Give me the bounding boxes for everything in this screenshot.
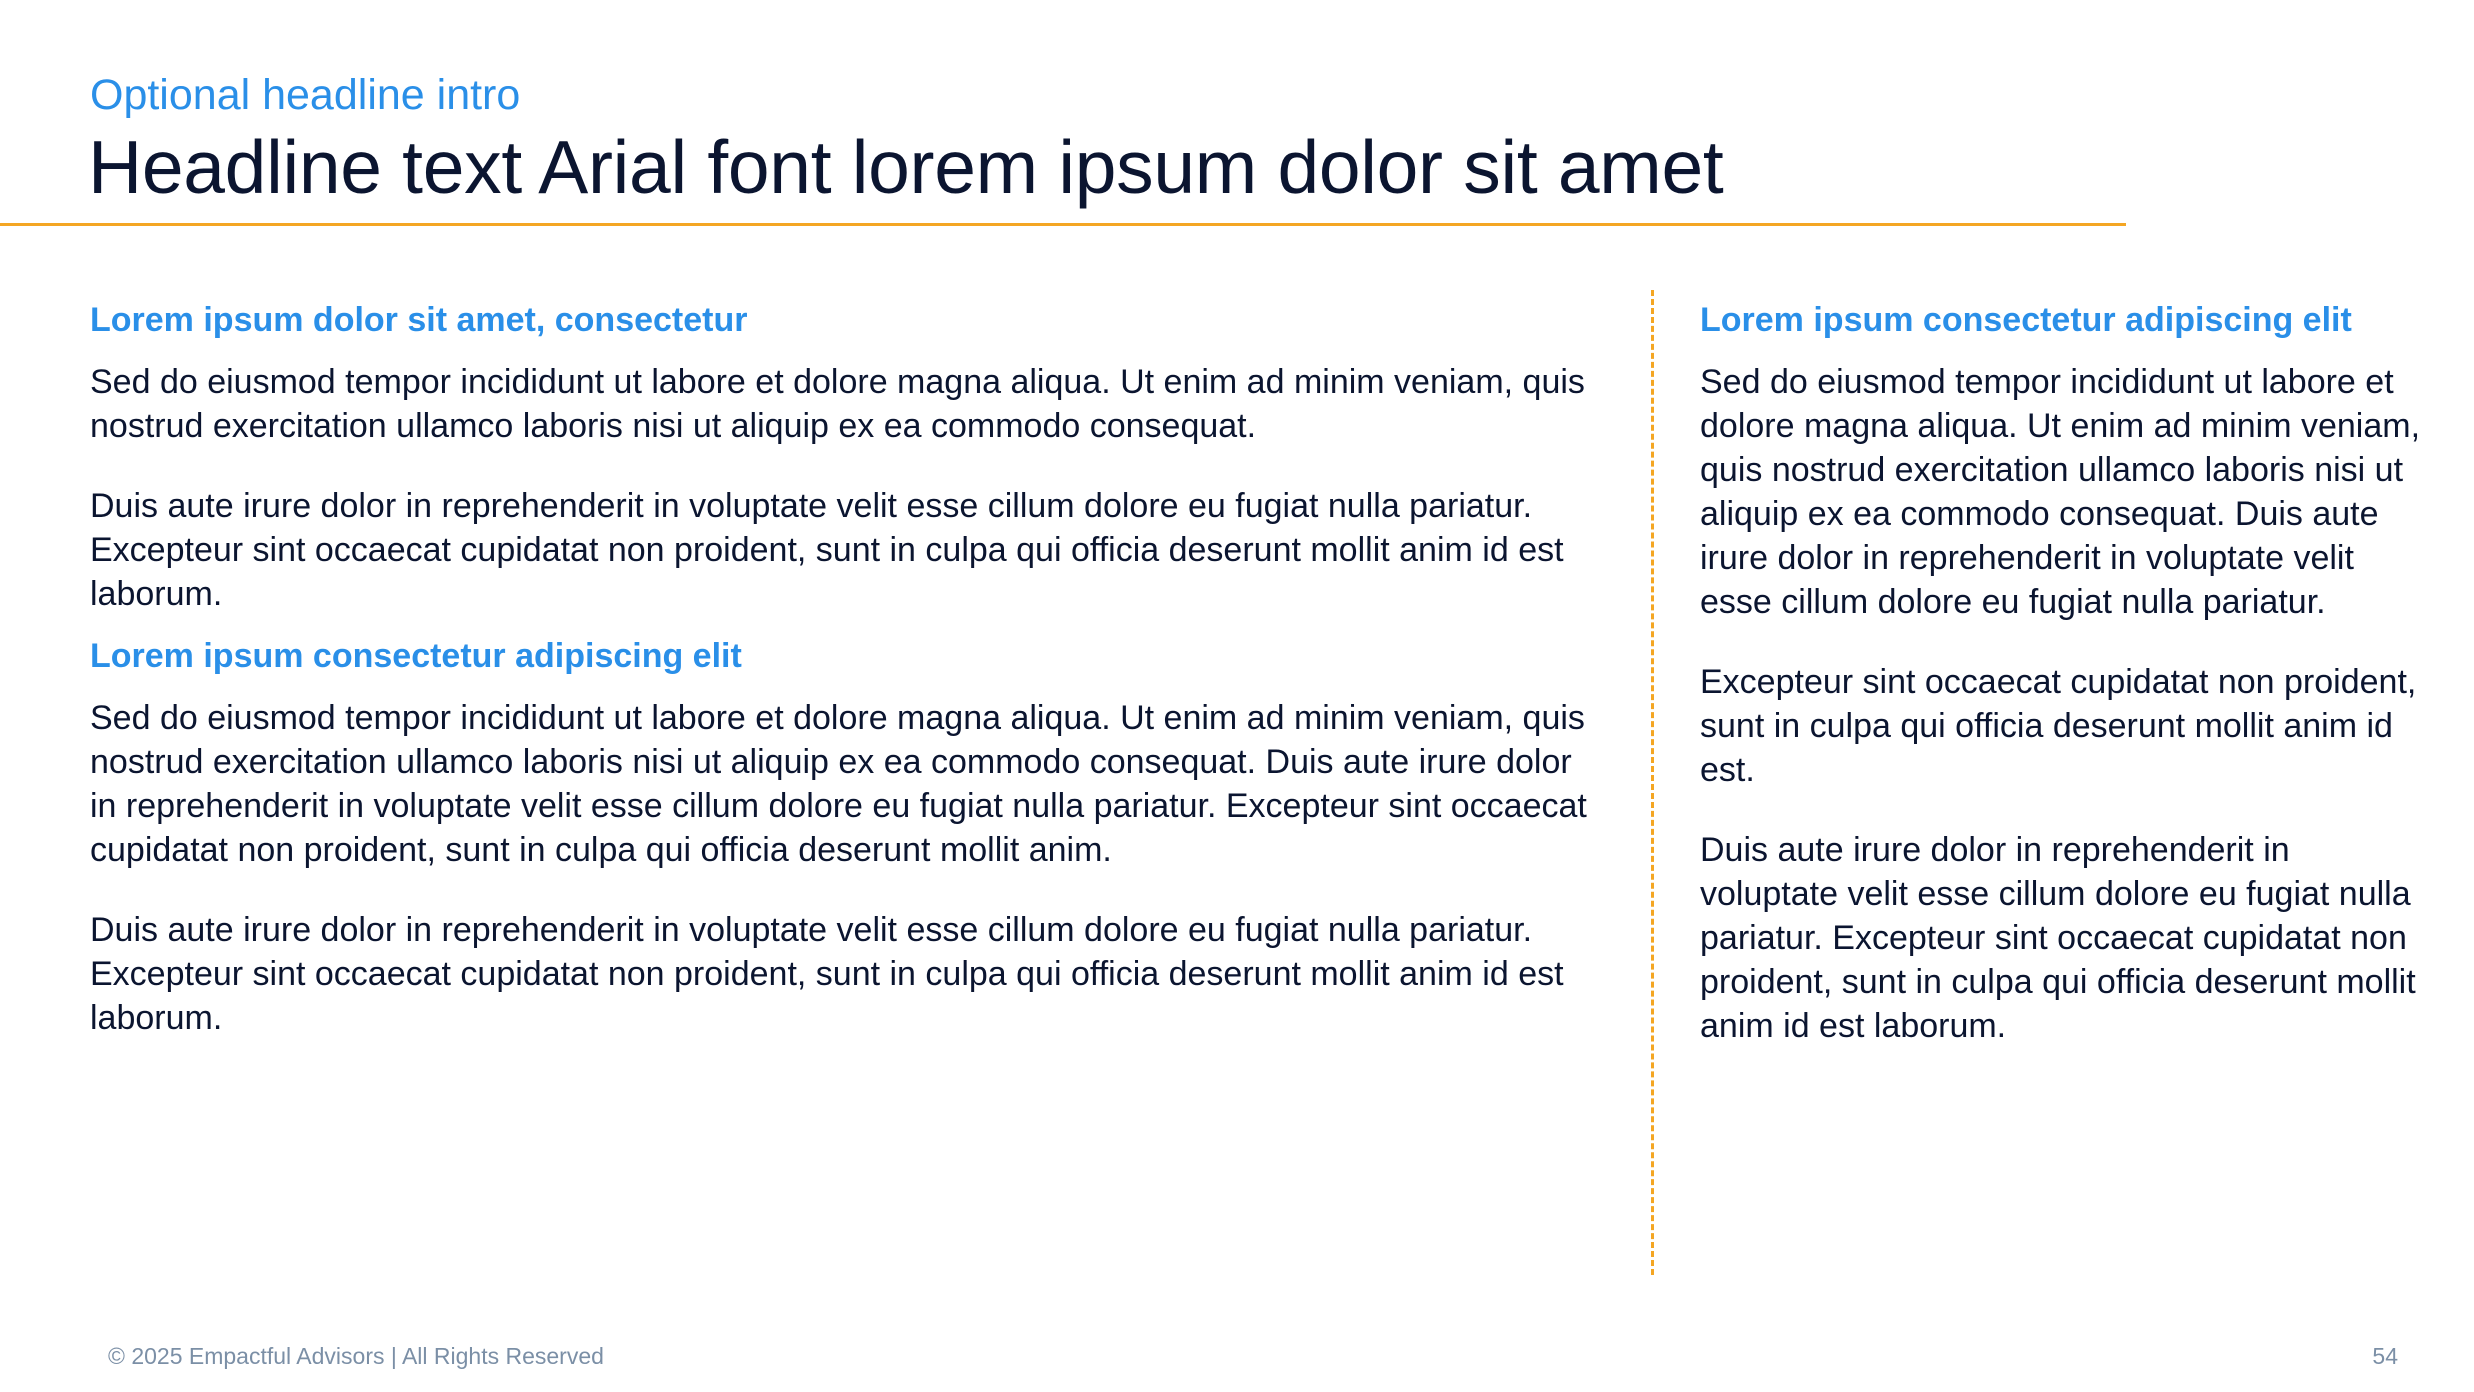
body-paragraph: Duis aute irure dolor in reprehenderit in voluptate velit esse cillum dolore eu fugiat nulla pariatur. Excepteur sint occaecat cupidatat non proident, sunt in culpa qui officia deserunt mollit anim id est laborum. [1700,831,2416,1045]
body-paragraph: Sed do eiusmod tempor incididunt ut labore et dolore magna aliqua. Ut enim ad minim veniam, quis nostrud exercitation ullamco laboris nisi ut aliquip ex ea commodo consequat. Duis aute irure dolor in reprehenderit in voluptate velit esse cillum dolore eu fugiat nulla pariatur. Excepteur sint occaecat cupidatat non proident, sunt in culpa qui officia deserunt mollit anim. [90,699,1587,869]
section-heading: Lorem ipsum consectetur adipiscing elit [1700,301,2352,339]
body-paragraph: Sed do eiusmod tempor incididunt ut labore et dolore magna aliqua. Ut enim ad minim veniam, quis nostrud exercitation ullamco laboris nisi ut aliquip ex ea commodo consequat. Duis aute irure dolor in reprehenderit in voluptate velit esse cillum dolore eu fugiat nulla pariatur. [1700,363,2421,621]
headline-intro: Optional headline intro [90,71,521,119]
left-column [90,294,1590,1040]
section-heading: Lorem ipsum dolor sit amet, consectetur [90,301,748,339]
body-paragraph: Sed do eiusmod tempor incididunt ut labore et dolore magna aliqua. Ut enim ad minim veniam, quis nostrud exercitation ullamco laboris nisi ut aliquip ex ea commodo consequat. [90,363,1585,445]
page-number: 54 [2372,1343,2398,1369]
column-divider [1651,290,1654,1275]
body-paragraph: Duis aute irure dolor in reprehenderit in voluptate velit esse cillum dolore eu fugiat nulla pariatur. Excepteur sint occaecat cupidatat non proident, sunt in culpa qui officia deserunt mollit anim id est laborum. [90,487,1564,613]
right-column [1700,294,2420,1048]
title-underline-divider [0,223,2126,226]
footer-copyright: © 2025 Empactful Advisors | All Rights Reserved [108,1343,604,1369]
body-paragraph: Excepteur sint occaecat cupidatat non proident, sunt in culpa qui officia deserunt mollit anim id est. [1700,663,2417,789]
page-title: Headline text Arial font lorem ipsum dolor sit amet [88,125,1724,209]
section-heading: Lorem ipsum consectetur adipiscing elit [90,637,742,675]
body-paragraph: Duis aute irure dolor in reprehenderit in voluptate velit esse cillum dolore eu fugiat nulla pariatur. Excepteur sint occaecat cupidatat non proident, sunt in culpa qui officia deserunt mollit anim id est laborum. [90,911,1564,1037]
